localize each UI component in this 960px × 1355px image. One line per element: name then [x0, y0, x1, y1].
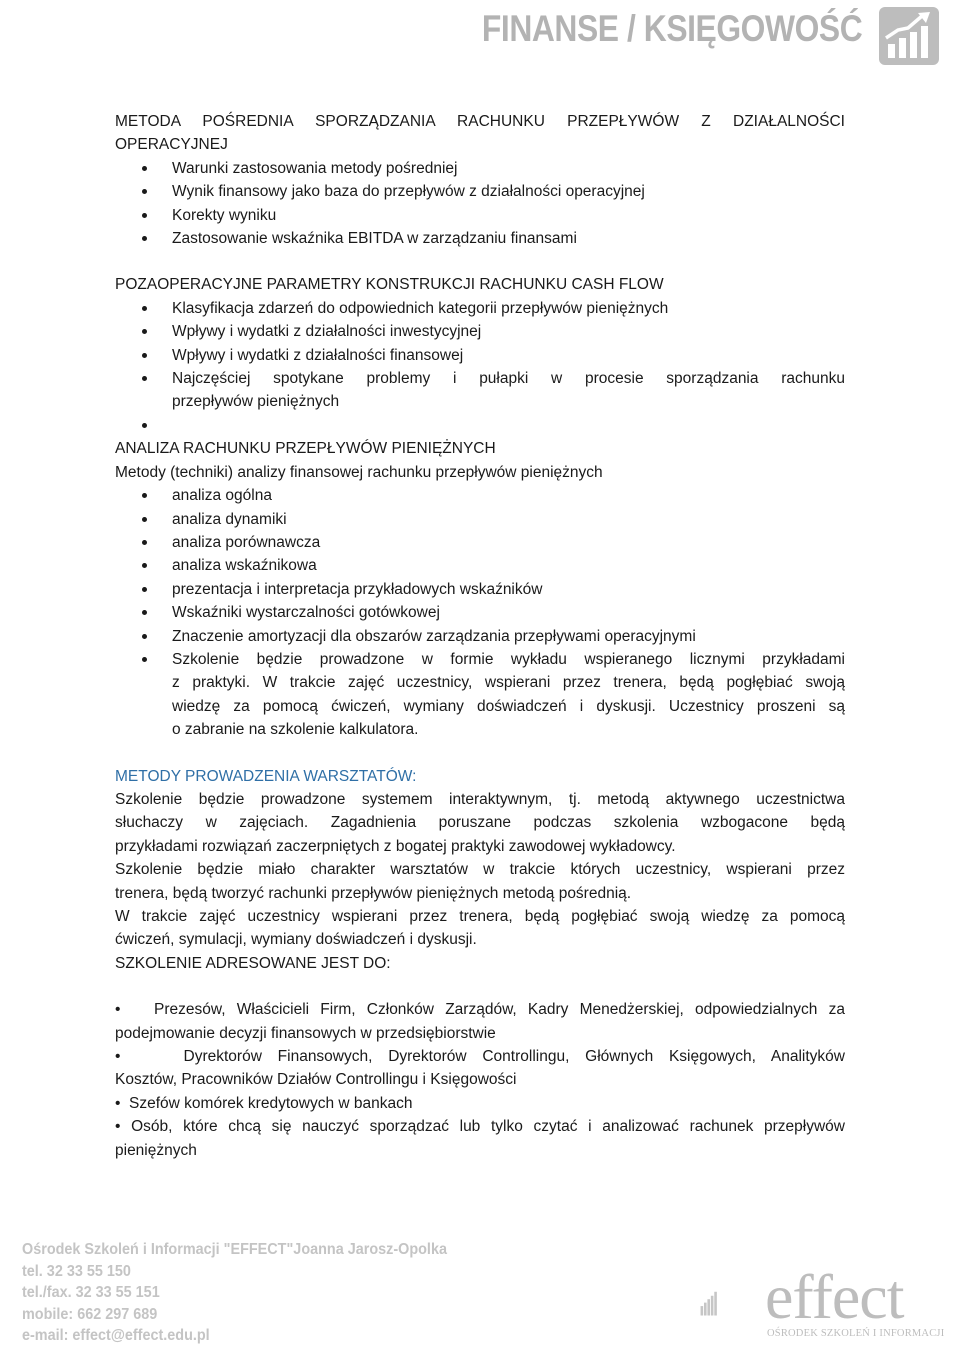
- section3-list: [115, 484, 845, 741]
- header-title: FINANSE / KSIĘGOWOŚĆ: [481, 8, 862, 49]
- list-item-line: przepływów pieniężnych: [172, 393, 340, 411]
- methods-line: W trakcie zajęć uczestnicy wspierani przez trenera, będą pogłębiać swoją wiedzę za pomocą: [115, 908, 845, 925]
- methods-line: trenera, będą tworzyć rachunki przepływów pieniężnych metodą pośrednią.: [115, 884, 632, 902]
- section3-subheading: Metody (techniki) analizy finansowej rachunku przepływów pieniężnych: [115, 463, 603, 481]
- growth-chart-icon: [878, 6, 940, 66]
- section1-list: [115, 157, 845, 251]
- fax: tel./fax. 32 33 55 151: [22, 1284, 160, 1301]
- contact-info: [22, 1239, 447, 1347]
- methods-line: Szkolenie będzie miało charakter warsztatów w trakcie których uczestnicy, wspierani przez: [115, 861, 845, 879]
- list-item: analiza ogólna: [115, 484, 845, 507]
- list-item: Wpływy i wydatki z działalności inwestycyjnej: [115, 320, 845, 343]
- list-item: Klasyfikacja zdarzeń do odpowiednich kategorii przepływów pieniężnych: [115, 297, 845, 320]
- section1-heading-line1: METODA POŚREDNIA SPORZĄDZANIA RACHUNKU PRZEPŁYWÓW Z DZIAŁALNOŚCI: [115, 113, 845, 130]
- list-item: Wskaźniki wystarczalności gotówkowej: [115, 601, 845, 624]
- logo-word: effect: [765, 1261, 904, 1332]
- list-item-line: wiedzę za pomocą ćwiczeń, wymiany doświadczeń i dyskusji. Uczestnicy proszeni są: [172, 697, 845, 715]
- audience-heading: SZKOLENIE ADRESOWANE JEST DO:: [115, 954, 391, 972]
- list-item: Korekty wyniku: [115, 204, 845, 227]
- section2-heading: POZAOPERACYJNE PARAMETRY KONSTRUKCJI RACHUNKU CASH FLOW: [115, 276, 664, 294]
- methods-line: przykładami rozwiązań zaczerpniętych z bogatej praktyki zawodowej wykładowcy.: [115, 837, 676, 855]
- list-item: analiza porównawcza: [115, 531, 845, 554]
- audience-bullet-line: pieniężnych: [115, 1141, 197, 1159]
- methods-line: Szkolenie będzie prowadzone systemem interaktywnym, tj. metodą aktywnego uczestnictwa: [115, 790, 845, 808]
- mobile: mobile: 662 297 689: [22, 1305, 158, 1323]
- section3-heading: ANALIZA RACHUNKU PRZEPŁYWÓW PIENIĘŻNYCH: [115, 440, 496, 458]
- list-item-line: Szkolenie będzie prowadzone w formie wykładu wspieranego licznymi przykładami: [172, 650, 845, 668]
- section2-list: [115, 297, 845, 437]
- list-item: prezentacja i interpretacja przykładowych wskaźników: [115, 578, 845, 601]
- audience-bullet-line: • Osób, które chcą się nauczyć sporządzać lub tylko czytać i analizować rachunek przepływów: [115, 1118, 845, 1136]
- list-item: analiza wskaźnikowa: [115, 554, 845, 577]
- effect-logo-bars-icon: [700, 1255, 770, 1350]
- audience-bullet-line: • Dyrektorów Finansowych, Dyrektorów Controllingu, Głównych Księgowych, Analityków: [115, 1048, 845, 1066]
- list-item: Wynik finansowy jako baza do przepływów z działalności operacyjnej: [115, 180, 845, 203]
- main-content: [115, 110, 845, 1162]
- list-item: Warunki zastosowania metody pośredniej: [115, 157, 845, 180]
- audience-bullet-line: • Szefów komórek kredytowych w bankach: [115, 1094, 413, 1112]
- email: e-mail: effect@effect.edu.pl: [22, 1327, 210, 1344]
- org-name: Ośrodek Szkoleń i Informacji "EFFECT"Joanna Jarosz-Opolka: [22, 1241, 447, 1258]
- list-item: analiza dynamiki: [115, 508, 845, 531]
- list-item-line: Najczęściej spotykane problemy i pułapki w procesie sporządzania rachunku: [172, 370, 845, 388]
- list-item: [115, 648, 845, 742]
- methods-line: ćwiczeń, symulacji, wymiany doświadczeń i dyskusji.: [115, 931, 477, 949]
- methods-heading: METODY PROWADZENIA WARSZTATÓW:: [115, 767, 417, 785]
- empty-list-item: [115, 414, 845, 437]
- methods-line: słuchaczy w zajęciach. Zagadnienia poruszane podczas szkolenia wzbogacone będą: [115, 814, 845, 832]
- section1-heading-line2: OPERACYJNEJ: [115, 136, 228, 154]
- list-item: Wpływy i wydatki z działalności finansowej: [115, 344, 845, 367]
- page-header: [0, 0, 960, 80]
- list-item-line: o zabranie na szkolenie kalkulatora.: [172, 721, 419, 739]
- audience-bullet-line: podejmowanie decyzji finansowych w przedsiębiorstwie: [115, 1024, 496, 1042]
- audience-bullet-line: Kosztów, Pracowników Działów Controllingu i Księgowości: [115, 1071, 517, 1089]
- list-item-line: z praktyki. W trakcie zajęć uczestnicy, wspierani przez trenera, będą pogłębiać swoją: [172, 674, 845, 692]
- page-footer: [0, 1225, 960, 1355]
- audience-bullet-line: • Prezesów, Właścicieli Firm, Członków Zarządów, Kadry Menedżerskiej, odpowiedzialnych za: [115, 1001, 845, 1019]
- phone: tel. 32 33 55 150: [22, 1262, 131, 1280]
- list-item: Zastosowanie wskaźnika EBITDA w zarządzaniu finansami: [115, 227, 845, 250]
- list-item: [115, 367, 845, 414]
- list-item: Znaczenie amortyzacji dla obszarów zarządzania przepływami operacyjnymi: [115, 625, 845, 648]
- logo-subtitle: OŚRODEK SZKOLEŃ I INFORMACJI: [767, 1328, 945, 1339]
